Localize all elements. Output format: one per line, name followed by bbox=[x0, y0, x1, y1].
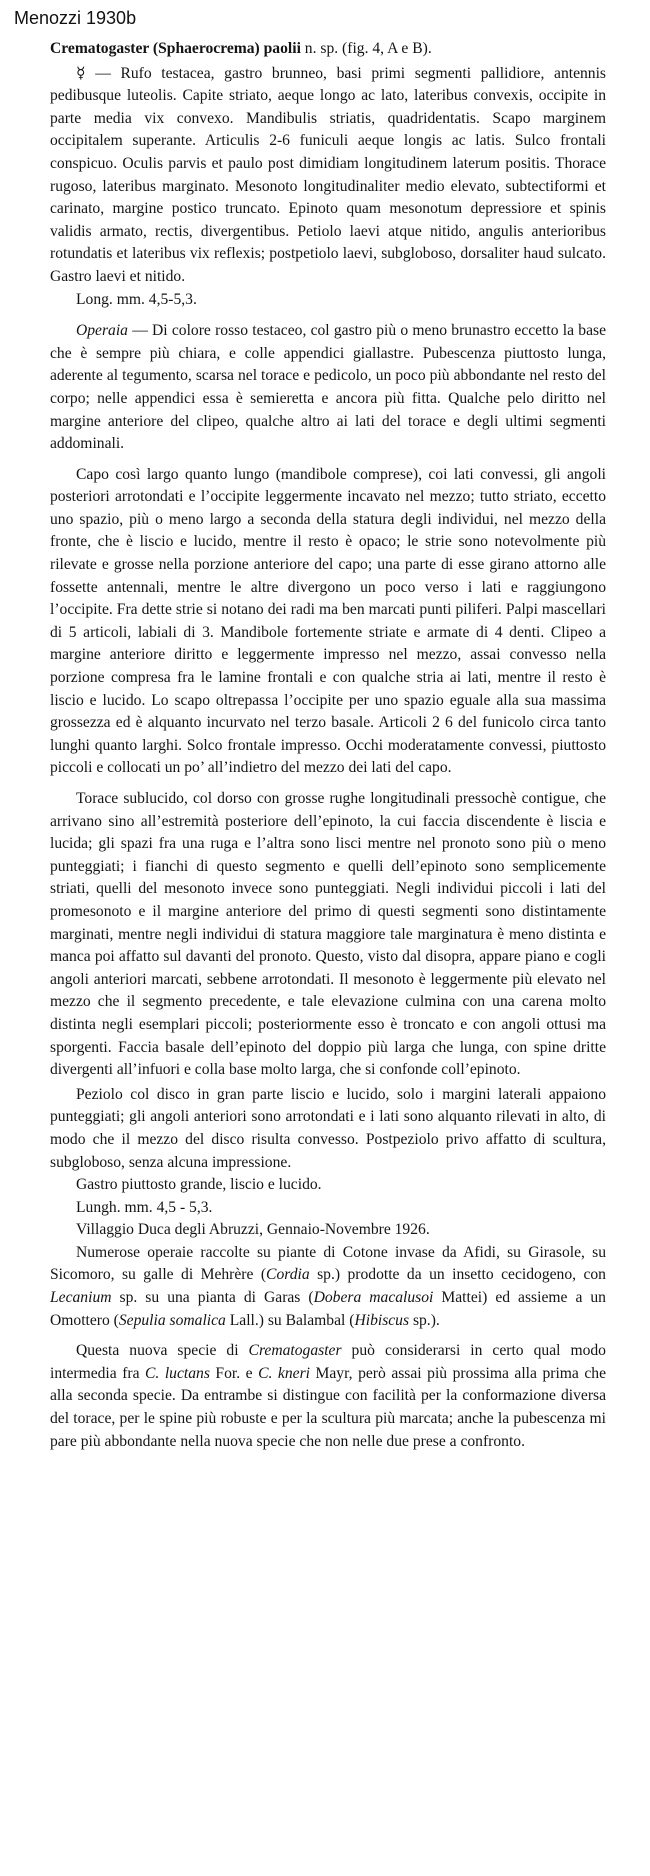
taxon-luctans: C. luctans bbox=[145, 1364, 210, 1382]
comparison-text-2: può considerarsi in certo qual modo intermedia fra bbox=[50, 1342, 606, 1382]
taxon-kneri: C. kneri bbox=[258, 1364, 310, 1382]
thorax-paragraph: Torace sublucido, col dorso con grosse rughe longitudinali pressochè contigue, che arrivano sino all’estremità posteriore dell’epinoto, la cui faccia discendente è liscia e lucida; gli spazi fra una ruga e l’altra sono lisci mentre nel pronoto sono più o meno punteggiati; i fianchi di questo segmento e quelli dell’epinoto sono semplicemente striati, quelli del mesonoto invece sono punteggiati. Negli individui piccoli i lati del promesonoto e il margine anteriore del primo di questi segmenti sono distintamente marginati, mentre negli individui di statura maggiore tale marginatura è meno distinta e manca poi affatto sul davanti del pronoto. Questo, visto dal disopra, appare piano e cogli angoli anteriori marcati, sebbene arrotondati. Il mesonoto è leggermente più elevato nel mezzo che il segmento precedente, e tale elevazione culmina con una carena molto distinta negli esemplari piccoli; posteriormente esso è troncato e con angoli ottusi ma sporgenti. Faccia basale dell’epinoto del doppio più larga che lunga, con spine dritte divergenti all’infuori e colla base molto larga, che si confonde coll’epinoto. bbox=[50, 790, 606, 1079]
citation-label: Menozzi 1930b bbox=[14, 8, 137, 28]
length-line: Lungh. mm. 4,5 - 5,3. bbox=[76, 1198, 213, 1216]
species-title bbox=[50, 38, 606, 61]
comparison-text-1: Questa nuova specie di bbox=[76, 1342, 249, 1360]
collection-paragraph bbox=[50, 1242, 606, 1332]
worker-paragraph bbox=[50, 320, 606, 456]
collection-text-5: Lall.) su Balambal ( bbox=[225, 1311, 355, 1329]
title-rest: n. sp. (fig. 4, A e B). bbox=[300, 40, 432, 57]
taxon-lecanium: Lecanium bbox=[50, 1289, 112, 1307]
locality-line: Villaggio Duca degli Abruzzi, Gennaio-Novembre 1926. bbox=[76, 1221, 430, 1239]
collection-text-6: sp.). bbox=[409, 1311, 440, 1329]
comparison-text-3: For. e bbox=[209, 1364, 259, 1382]
collection-text-3: sp. su una pianta di Garas ( bbox=[111, 1289, 314, 1307]
latin-description: ☿ — Rufo testacea, gastro brunneo, basi primi segmenti pallidiore, antennis pedibusque luteolis. Capite striato, aeque longo ac lato, lateribus convexis, occipite in parte media vix convexo. Mandibulis striatis, quadridentatis. Scapo marginem occipitalem superante. Articulis 2-6 funiculi aeque longis ac latis. Sulco frontali conspicuo. Oculis parvis et paulo post dimidiam longitudinem laterum positis. Thorace rugoso, lateribus marginato. Mesonoto longitudinaliter medio elevato, subtectiformi et carinato, margine postico truncato. Epinoto quam mesonotum depressiore et spinis validis armato, rectis, divergentibus. Petiolo laevi atque nitido, angulis anterioribus rotundatis et lateribus vix reflexis; postpetiolo laevi, subgloboso, dorsaliter haud sulcato. Gastro laevi et nitido. bbox=[50, 64, 606, 285]
species-name: Crematogaster (Sphaerocrema) paolii bbox=[50, 40, 301, 57]
collection-text-2: sp.) prodotte da un insetto cecidogeno, con bbox=[309, 1266, 606, 1284]
article-body bbox=[50, 38, 606, 1453]
collection-text-4: Mattei) ed assieme a un Omottero ( bbox=[50, 1289, 606, 1329]
head-paragraph: Capo così largo quanto lungo (mandibole comprese), coi lati convessi, gli angoli posteriori arrotondati e l’occipite leggermente incavato nel mezzo; tutto striato, eccetto uno spazio, più o meno largo a seconda della statura degli individui, nel mezzo della fronte, che è liscio e lucido, mentre il resto è opaco; le strie sono notevolmente più rilevate e grosse nella porzione anteriore del capo; una parte di esse girano attorno alle fossette antennali, mentre le altre divergono un poco verso i lati e raggiungono l’occipite. Fra dette strie si notano dei radi ma ben marcati punti piliferi. Palpi mascellari di 5 articoli, labiali di 3. Mandibole fortemente striate e armate di 4 denti. Clipeo a margine anteriore diritto e leggermente impresso nel mezzo, assai convesso nella porzione compresa fra le lamine frontali e con qualche stria ai lati, mentre il resto è liscio e lucido. Lo scapo oltrepassa l’occipite per uno spazio eguale alla sua massima grossezza ed è alquanto incurvato nel terzo basale. Articoli 2 6 del funicolo circa tanto lunghi quanto larghi. Solco frontale impresso. Occhi moderatamente convessi, piuttosto piccoli e collocati un po’ all’indietro del mezzo dei lati del capo. bbox=[50, 465, 606, 777]
gaster-line: Gastro piuttosto grande, liscio e lucido. bbox=[76, 1176, 322, 1194]
comparison-paragraph bbox=[50, 1340, 606, 1453]
taxon-crematogaster: Crematogaster bbox=[248, 1342, 342, 1360]
worker-text: — Di colore rosso testaceo, col gastro più o meno brunastro eccetto la base che è sempre più chiara, e colle appendici giallastre. Pubescenza piuttosto lunga, aderente al tegumento, scarsa nel torace e pedicolo, un poco più abbondante nel resto del corpo; nelle appendici essa è semieretta e ancora più fitta. Qualche pelo diritto nel margine anteriore del clipeo, qualche altro ai lati del torace e degli ultimi segmenti addominali. bbox=[50, 322, 606, 453]
taxon-sepulia: Sepulia somalica bbox=[118, 1311, 226, 1329]
taxon-hibiscus: Hibiscus bbox=[354, 1311, 410, 1329]
comparison-text-4: Mayr, però assai più prossima alla prima che alla seconda specie. Da entrambe si distingue con facilità per la conformazione diversa del torace, per le spine più robuste e per la scultura più marcata; anche la pubescenza mi pare più abbondante nella nuova specie che non nelle due prese a confronto. bbox=[50, 1364, 606, 1450]
collection-text-1: Numerose operaie raccolte su piante di Cotone invase da Afidi, su Girasole, su Sicomoro, su galle di Mehrère ( bbox=[50, 1243, 606, 1284]
worker-label: Operaia bbox=[76, 322, 128, 340]
taxon-dobera: Dobera macalusoi bbox=[313, 1289, 434, 1307]
petiole-paragraph: Peziolo col disco in gran parte liscio e lucido, solo i margini laterali appaiono punteggiati; gli angoli anteriori sono arrotondati e i lati sono alquanto rilevati in alto, di modo che il mezzo del disco risulta convesso. Postpeziolo privo affatto di scultura, subgloboso, senza alcuna impressione. bbox=[50, 1085, 606, 1171]
taxon-cordia: Cordia bbox=[266, 1266, 310, 1284]
latin-length: Long. mm. 4,5-5,3. bbox=[76, 290, 197, 308]
